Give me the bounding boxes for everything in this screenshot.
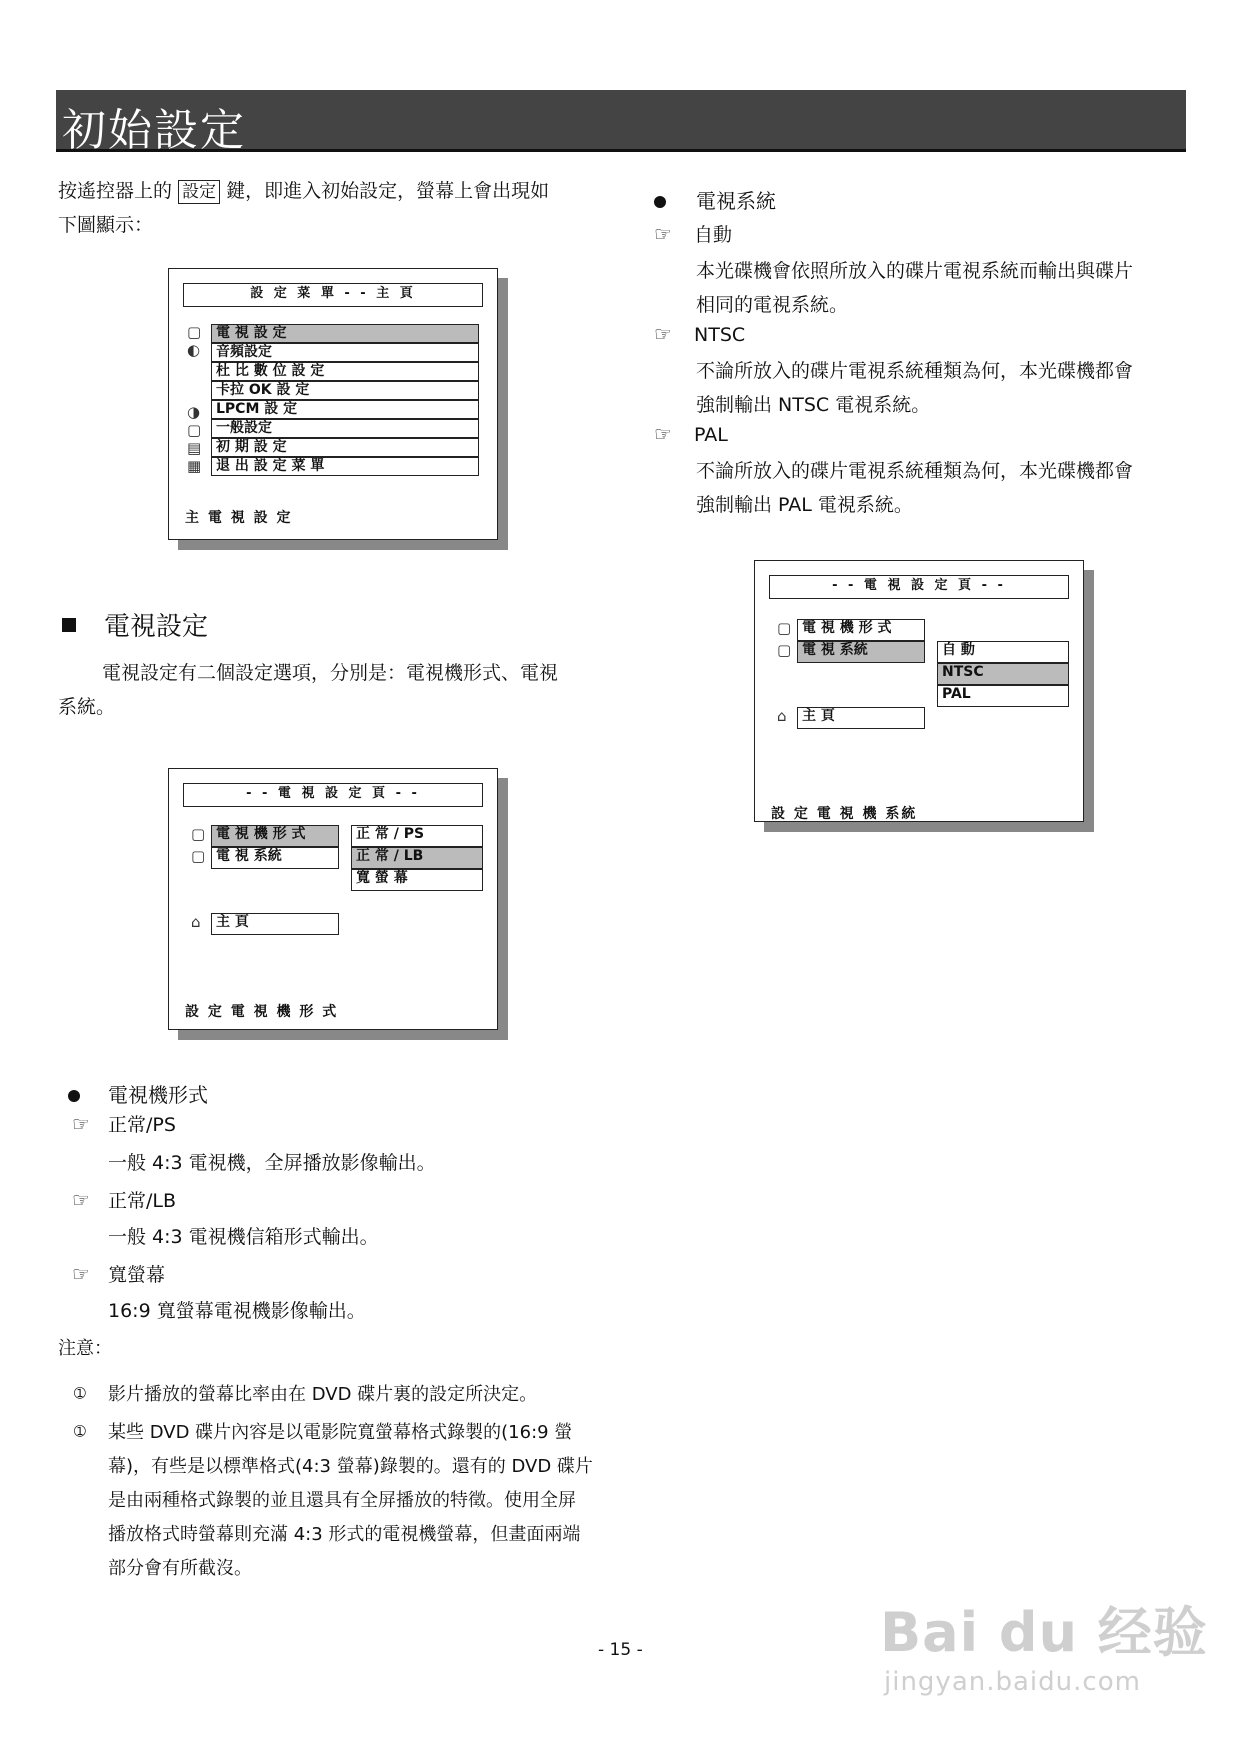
tv-setup-heading: 電視設定 <box>104 612 209 642</box>
tv-type-opt2-desc: 一般 4:3 電視機信箱形式輸出。 <box>108 1226 379 1248</box>
tv-type-item[interactable]: 電 視 機 形 式 <box>211 825 339 847</box>
option-normal-ps[interactable]: 正 常 / PS <box>351 825 483 847</box>
menu-item-karaoke[interactable]: 卡拉 OK 設 定 <box>211 381 479 400</box>
tv-system-opt3-l2: 強制輸出 PAL 電視系統。 <box>696 494 913 516</box>
menu-status: 設 定 電 視 機 系統 <box>771 806 918 822</box>
menu-item-initial[interactable]: 初 期 設 定 <box>211 438 479 457</box>
tv-menu-screen-2 <box>754 560 1084 822</box>
menu-status: 主 電 視 設 定 <box>185 510 293 526</box>
round-bullet <box>68 1090 80 1102</box>
square-bullet <box>62 618 76 632</box>
option-wide[interactable]: 寬 螢 幕 <box>351 869 483 891</box>
audio-icon: ◑ <box>187 403 201 421</box>
tv-type-opt3-desc: 16:9 寬螢幕電視機影像輸出。 <box>108 1300 366 1322</box>
tv-system-item[interactable]: 電 視 系統 <box>211 847 339 869</box>
tv-system-opt1: 自動 <box>694 224 733 246</box>
pointing-hand-icon: ☞ <box>654 422 672 446</box>
tv-type-opt1-desc: 一般 4:3 電視機，全屏播放影像輸出。 <box>108 1152 436 1174</box>
option-ntsc[interactable]: NTSC <box>937 663 1069 685</box>
option-normal-lb[interactable]: 正 常 / LB <box>351 847 483 869</box>
exit-icon: ▦ <box>187 457 202 475</box>
note-marker-icon: ➀ <box>74 1424 86 1440</box>
tv-type-heading: 電視機形式 <box>108 1083 208 1107</box>
home-icon: ⌂ <box>191 913 201 931</box>
note-2-line-5: 部分會有所截沒。 <box>108 1558 252 1579</box>
pointing-hand-icon: ☞ <box>654 322 672 346</box>
watermark-url: jingyan.baidu.com <box>884 1667 1141 1697</box>
tv-setup-desc-1: 電視設定有二個設定選項，分別是：電視機形式、電視 <box>102 662 559 684</box>
tv-icon: ▢ <box>187 323 202 341</box>
intro-text-a: 按遙控器上的 <box>58 180 173 202</box>
tv-icon: ▢ <box>777 641 792 659</box>
tv-system-opt3: PAL <box>694 424 728 446</box>
menu-item-exit[interactable]: 退 出 設 定 菜 單 <box>211 457 479 476</box>
tv-system-opt3-l1: 不論所放入的碟片電視系統種類為何，本光碟機都會 <box>696 460 1134 482</box>
note-2-line-1: 某些 DVD 碟片內容是以電影院寬螢幕格式錄製的(16:9 螢 <box>108 1422 573 1443</box>
menu-item-audio[interactable]: 音頻設定 <box>211 343 479 362</box>
note-marker-icon: ➀ <box>74 1386 86 1402</box>
page-title: 初始設定 <box>62 105 246 156</box>
option-auto[interactable]: 自 動 <box>937 641 1069 663</box>
tv-type-opt3: 寬螢幕 <box>108 1264 166 1286</box>
tv-system-opt2-l2: 強制輸出 NTSC 電視系統。 <box>696 394 931 416</box>
menu-item-tv[interactable]: 電 視 設 定 <box>211 324 479 343</box>
tv-type-opt2: 正常/LB <box>108 1190 177 1212</box>
setup-key: 設定 <box>178 180 220 204</box>
tv-system-heading: 電視系統 <box>696 189 776 213</box>
pointing-hand-icon: ☞ <box>72 1262 90 1286</box>
watermark-logo-text: Bai du 经验 <box>880 1601 1208 1664</box>
pointing-hand-icon: ☞ <box>72 1112 90 1136</box>
tv-icon: ▢ <box>777 619 792 637</box>
tv-system-opt1-l2: 相同的電視系統。 <box>696 294 849 316</box>
menu-item-dolby[interactable]: 杜 比 數 位 設 定 <box>211 362 479 381</box>
note-2-line-3: 是由兩種格式錄製的並且還具有全屏播放的特徵。使用全屏 <box>108 1490 576 1511</box>
home-icon: ⌂ <box>777 707 787 725</box>
note-2-line-2: 幕)，有些是以標準格式(4:3 螢幕)錄製的。還有的 DVD 碟片 <box>108 1456 593 1477</box>
note-2-line-4: 播放格式時螢幕則充滿 4:3 形式的電視機螢幕，但畫面兩端 <box>108 1524 581 1545</box>
speaker-icon: ◐ <box>187 341 201 359</box>
menu-title-bar: - - 電 視 設 定 頁 - - <box>183 783 483 807</box>
general-icon: ▢ <box>187 421 202 439</box>
tv-icon: ▢ <box>191 847 206 865</box>
tv-menu-screen-1 <box>168 768 498 1030</box>
menu-title-bar: - - 電 視 設 定 頁 - - <box>769 575 1069 599</box>
tv-system-item[interactable]: 電 視 系統 <box>797 641 925 663</box>
menu-title-bar: 設 定 菜 單 - - 主 頁 <box>183 283 483 307</box>
tv-icon: ▢ <box>191 825 206 843</box>
round-bullet <box>654 196 666 208</box>
home-item[interactable]: 主 頁 <box>211 913 339 935</box>
intro-line-1 <box>58 174 549 208</box>
tv-system-opt2: NTSC <box>694 324 746 346</box>
baidu-watermark <box>880 1590 1208 1697</box>
menu-item-general[interactable]: 一般設定 <box>211 419 479 438</box>
intro-text-b: 鍵，即進入初始設定，螢幕上會出現如 <box>226 180 550 202</box>
pointing-hand-icon: ☞ <box>72 1188 90 1212</box>
menu-status: 設 定 電 視 機 形 式 <box>185 1004 339 1020</box>
option-pal[interactable]: PAL <box>937 685 1069 707</box>
page-number: - 15 - <box>598 1640 643 1660</box>
tv-type-item[interactable]: 電 視 機 形 式 <box>797 619 925 641</box>
notes-label: 注意： <box>58 1338 112 1359</box>
menu-item-lpcm[interactable]: LPCM 設 定 <box>211 400 479 419</box>
setup-menu-screen <box>168 268 498 540</box>
initial-icon: ▤ <box>187 439 202 457</box>
intro-line-2: 下圖顯示： <box>58 214 154 236</box>
section-banner <box>56 90 1186 156</box>
tv-system-opt1-l1: 本光碟機會依照所放入的碟片電視系統而輸出與碟片 <box>696 260 1134 282</box>
tv-type-opt1: 正常/PS <box>108 1114 176 1136</box>
tv-setup-desc-2: 系統。 <box>58 696 116 718</box>
home-item[interactable]: 主 頁 <box>797 707 925 729</box>
tv-system-opt2-l1: 不論所放入的碟片電視系統種類為何，本光碟機都會 <box>696 360 1134 382</box>
pointing-hand-icon: ☞ <box>654 222 672 246</box>
note-1: 影片播放的螢幕比率由在 DVD 碟片裏的設定所決定。 <box>108 1384 538 1405</box>
